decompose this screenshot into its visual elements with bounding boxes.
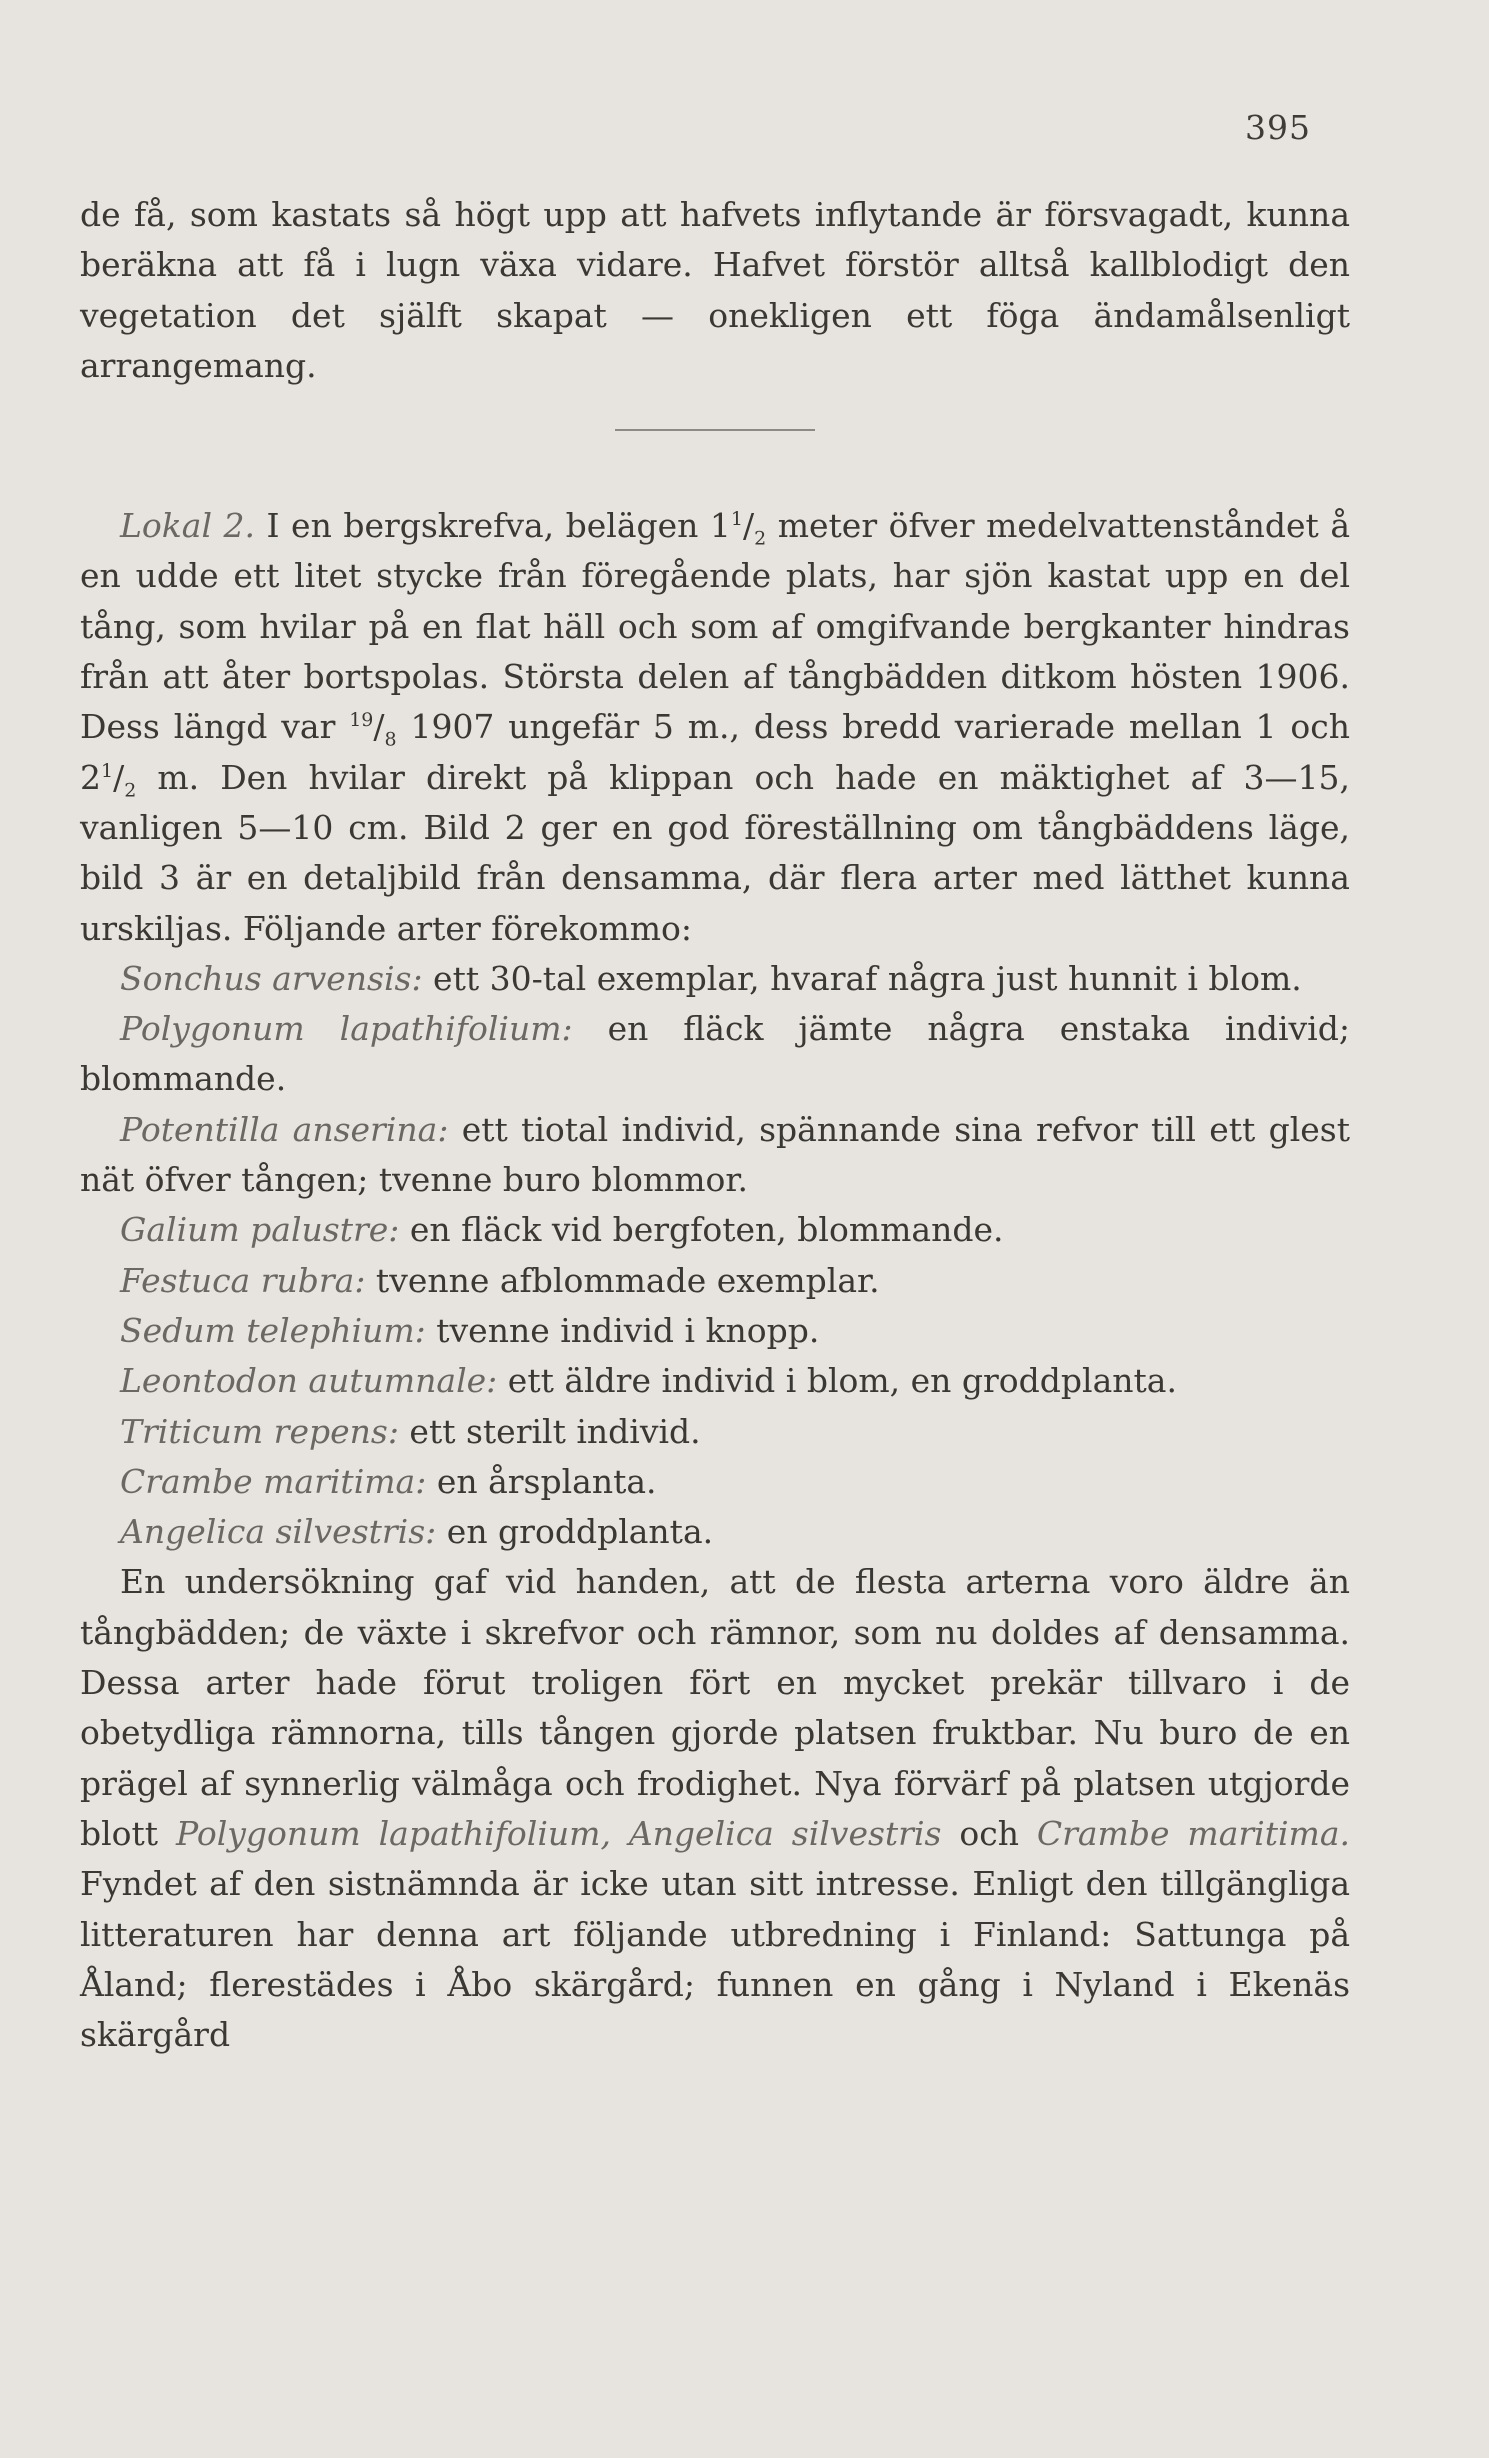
fraction-numerator: 1 xyxy=(730,508,743,531)
species-entry xyxy=(80,1004,1350,1105)
species-entry xyxy=(80,1356,1350,1406)
species-entry xyxy=(80,1306,1350,1356)
species-list xyxy=(80,954,1350,1558)
paragraph-final xyxy=(80,1557,1350,2060)
species-entry xyxy=(80,1105,1350,1206)
species-name: Sonchus arvensis: xyxy=(120,958,423,998)
final-text-1: En undersökning gaf vid handen, att de flesta arterna voro äldre än tångbädden; de växte i skrefvor och rämnor, som nu doldes af densamma. Dessa arter hade förut troligen fört en mycket prekär tillvaro i de obetydliga rämnorna, tills tången gjorde platsen fruktbar. Nu buro de en prägel af synnerlig välmåga och frodighet. Nya förvärf på platsen utgjorde blott xyxy=(80,1562,1350,1853)
species-description: en fläck jämte några enstaka individ; blommande. xyxy=(80,1009,1350,1099)
species-entry xyxy=(80,1457,1350,1507)
lokal-text-3: 1907 ungefär 5 m., dess bredd varierade mellan 1 och 2 xyxy=(80,707,1350,797)
species-name: Triticum repens: xyxy=(120,1411,399,1451)
lokal-text-1: I en bergskrefva, belägen 1 xyxy=(266,506,731,546)
lokal-label: Lokal 2. xyxy=(120,506,255,546)
fraction2-numerator: 1 xyxy=(101,759,114,782)
final-text-3: Fyndet af den sistnämnda är icke utan sitt intresse. Enligt den tillgängliga litteraturen har denna art följande utbredning i Finland: Sattunga på Åland; flerestädes i Åbo skärgård; funnen en gång i Nyland i Ekenäs skärgård xyxy=(80,1864,1350,2055)
species-description: ett äldre individ i blom, en groddplanta. xyxy=(497,1361,1177,1401)
species-description: en fläck vid bergfoten, blommande. xyxy=(399,1210,1004,1250)
fraction-denominator: 2 xyxy=(754,527,767,550)
species-description: en årsplanta. xyxy=(426,1461,657,1501)
final-text-2: och xyxy=(941,1813,1037,1853)
species-entry xyxy=(80,1256,1350,1306)
date-denominator: 8 xyxy=(384,728,397,751)
species-name: Polygonum lapathifolium: xyxy=(120,1009,573,1049)
lokal-text-4: m. Den hvilar direkt på klippan och hade en mäktighet af 3—15, vanligen 5—10 cm. Bild 2 ger en god föreställning om tångbäddens läge, bild 3 är en detaljbild från densamma, där flera arter med lätthet kunna urskiljas. Följande arter förekommo: xyxy=(80,757,1350,948)
species-name: Festuca rubra: xyxy=(120,1260,366,1300)
species-entry xyxy=(80,1205,1350,1255)
species-description: en groddplanta. xyxy=(436,1512,714,1552)
species-description: tvenne afblommade exemplar. xyxy=(365,1260,880,1300)
species-name: Crambe maritima: xyxy=(120,1461,427,1501)
species-name: Sedum telephium: xyxy=(120,1310,426,1350)
species-description: ett tiotal individ, spännande sina refvor till ett glest nät öfver tången; tvenne buro blommor. xyxy=(80,1109,1350,1200)
species-description: ett sterilt individ. xyxy=(398,1411,701,1451)
page-content xyxy=(80,190,1350,2060)
species-entry xyxy=(80,954,1350,1004)
species-name: Potentilla anserina: xyxy=(120,1109,449,1149)
page-number: 395 xyxy=(1245,108,1311,147)
species-description: ett 30-tal exemplar, hvaraf några just hunnit i blom. xyxy=(422,958,1302,998)
date-numerator: 19 xyxy=(349,709,374,732)
paragraph-intro: de få, som kastats så högt upp att hafvets inflytande är försvagadt, kunna beräkna att få i lugn växa vidare. Hafvet förstör alltså kallblodigt den vegetation det själft skapat — onekligen ett föga ändamålsenligt arrangemang. xyxy=(80,195,1350,385)
section-divider xyxy=(615,429,815,431)
lokal-text-2: meter öfver medelvattenståndet å en udde ett litet stycke från föregående plats, har sjön kastat upp en del tång, som hvilar på en flat häll och som af omgifvande bergkanter hindras från att åter bortspolas. Största delen af tångbädden ditkom hösten 1906. Dess längd var xyxy=(80,506,1350,747)
species-entry xyxy=(80,1507,1350,1557)
species-name: Angelica silvestris: xyxy=(120,1512,437,1552)
species-description: tvenne individ i knopp. xyxy=(425,1310,820,1350)
final-italic-species-1: Polygonum lapathifolium, Angelica silvestris xyxy=(175,1813,942,1853)
species-name: Galium palustre: xyxy=(120,1210,400,1250)
species-entry xyxy=(80,1407,1350,1457)
species-name: Leontodon autumnale: xyxy=(120,1361,498,1401)
paragraph-lokal: Lokal 2. I en bergskrefva, belägen $1^1/_2$ meter öfver medelvattenståndet å en udde ett litet stycke från föregående plats, har sjön kastat upp en del tång, som hvilar på en flat häll och som af omgifvande bergkanter hindras från att åter bortspolas. Största delen af tångbädden ditkom hösten 1906. Dess längd var $^{19}/_8$ 1907 ungefär 5 m., dess bredd varierade mellan 1 och $2^1/_2$ m. Den hvilar direkt på klippan och hade en mäktighet af 3—15, vanligen 5—10 cm. Bild 2 ger en god föreställning om tångbäddens läge, bild 3 är en detaljbild från densamma, där flera arter med lätthet kunna urskiljas. Följande arter förekommo: xyxy=(80,506,1350,948)
fraction2-denominator: 2 xyxy=(124,779,137,802)
final-italic-species-2: Crambe maritima. xyxy=(1036,1813,1350,1853)
